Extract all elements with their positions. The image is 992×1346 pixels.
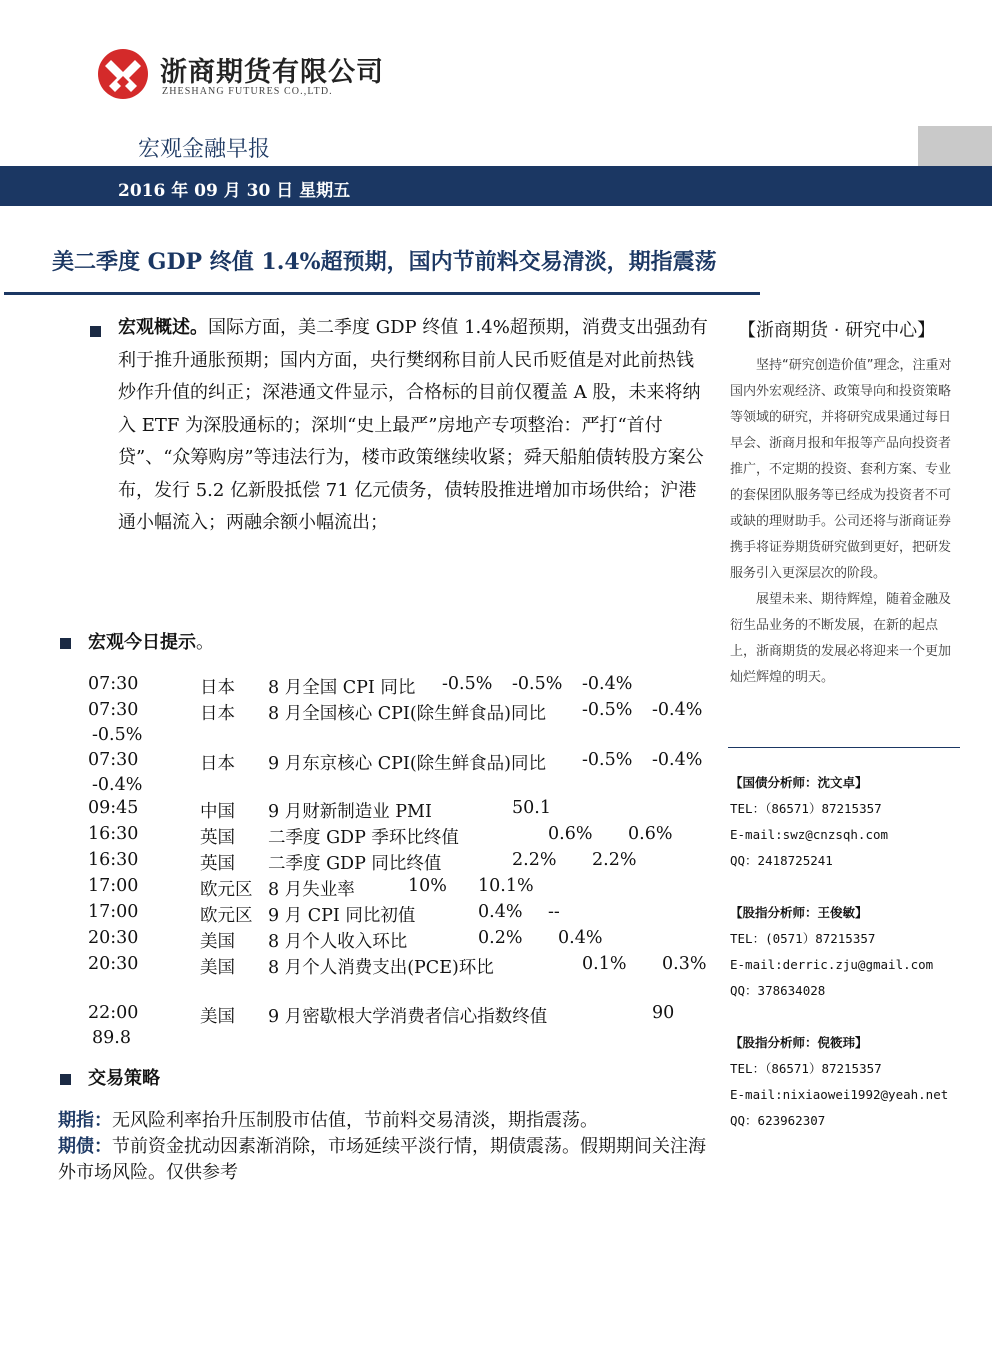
table-row: 16:30 英国 二季度 GDP 季环比终值 0.6% 0.6% [88, 824, 673, 848]
strategy-title: 交易策略 [88, 1068, 160, 1089]
calendar-title: 宏观今日提示。 [88, 632, 214, 653]
table-row: 20:30 美国 8 月个人消费支出(PCE)环比 0.1% 0.3% [88, 954, 707, 978]
analyst-card: 【股指分析师：王俊敏】 TEL：(0571）87215357 E-mail:derric.zju@gmail.com QQ：378634028 [730, 905, 934, 998]
analyst-card: 【股指分析师：倪筱玮】 TEL：（86571）87215357 E-mail:nixiaowei1992@yeah.net QQ：623962307 [730, 1035, 949, 1128]
table-row: 17:00 欧元区 8 月失业率 10% 10.1% [88, 876, 534, 900]
sidebar-intro: 坚持“研究创造价值”理念，注重对国内外宏观经济、政策导向和投资策略等领域的研究，并将研究成果通过每日早会、浙商月报和年报等产品向投资者推广，不定期的投资、套利方案、专业的套保团队服务等已经成为投资者不可或缺的理财助手。公司还将与浙商证券携手将证券期货研究做到更好，把研发服务引入更深层次的阶段。 展望未来、期待辉煌，随着金融及衍生品业务的不断发展，在新的起点上，浙商期货的发展必将迎来一个更加灿烂辉煌的明天。 [730, 358, 952, 685]
report-date: 2016 年 09 月 30 日 星期五 [118, 181, 351, 201]
company-logo [97, 48, 149, 100]
report-type: 宏观金融早报 [138, 137, 271, 162]
table-row: 07:30 日本 8 月全国核心 CPI(除生鲜食品)同比 -0.5% -0.4% -0.5% [88, 700, 703, 745]
table-row: 22:00 美国 9 月密歇根大学消费者信心指数终值 90 89.8 [88, 1003, 675, 1048]
table-row: 07:30 日本 9 月东京核心 CPI(除生鲜食品)同比 -0.5% -0.4% -0.4% [88, 750, 703, 795]
strategy-item: 期指：无风险利率抬升压制股市估值，节前料交易清淡，期指震荡。 [58, 1110, 598, 1131]
table-row: 17:00 欧元区 9 月 CPI 同比初值 0.4% -- [88, 902, 560, 926]
macro-overview [118, 312, 710, 540]
macro-overview-text: 国际方面，美二季度 GDP 终值 1.4%超预期，消费支出强劲有利于推升通胀预期；国内方面，央行樊纲称目前人民币贬值是对此前热钱炒作升值的纠正；深港通文件显示，合格标的目前仅覆盖 A 股，未来将纳入 ETF 为深股通标的；深圳“史上最严”房地产专项整治：严打“首付贷”、“众筹购房”等违法行为，楼市政策继续收紧；舜天船舶债转股方案公布，发行 5.2 亿新股抵偿 71 亿元债务，债转股推进增加市场供给；沪港通小幅流入；两融余额小幅流出； [118, 317, 708, 533]
headline: 美二季度 GDP 终值 1.4%超预期，国内节前料交易清淡，期指震荡 [52, 249, 717, 275]
strategy-item: 期债：节前资金扰动因素渐消除，市场延续平淡行情，期债震荡。假期期间关注海外市场风险。仅供参考 [58, 1136, 706, 1183]
header-tab-block [918, 126, 992, 166]
table-row: 16:30 英国 二季度 GDP 同比终值 2.2% 2.2% [88, 850, 637, 874]
company-name-en: ZHESHANG FUTURES CO.,LTD. [162, 86, 333, 97]
table-row: 07:30 日本 8 月全国 CPI 同比 -0.5% -0.5% -0.4% [88, 674, 633, 698]
bullet-square-icon [60, 1070, 71, 1089]
table-row: 20:30 美国 8 月个人收入环比 0.2% 0.4% [88, 928, 603, 952]
company-name-cn: 浙商期货有限公司 [160, 57, 384, 88]
bullet-square-icon [90, 322, 101, 341]
sidebar-title: 【浙商期货 · 研究中心】 [738, 320, 936, 341]
analyst-card: 【国债分析师：沈文卓】 TEL：（86571）87215357 E-mail:swz@cnzsqh.com QQ：2418725241 [730, 775, 889, 868]
table-row: 09:45 中国 9 月财新制造业 PMI 50.1 [88, 798, 551, 822]
headline-divider [4, 292, 760, 295]
sidebar-divider [728, 747, 960, 748]
macro-overview-label: 宏观概述。 [118, 317, 208, 338]
bullet-square-icon [60, 634, 71, 653]
